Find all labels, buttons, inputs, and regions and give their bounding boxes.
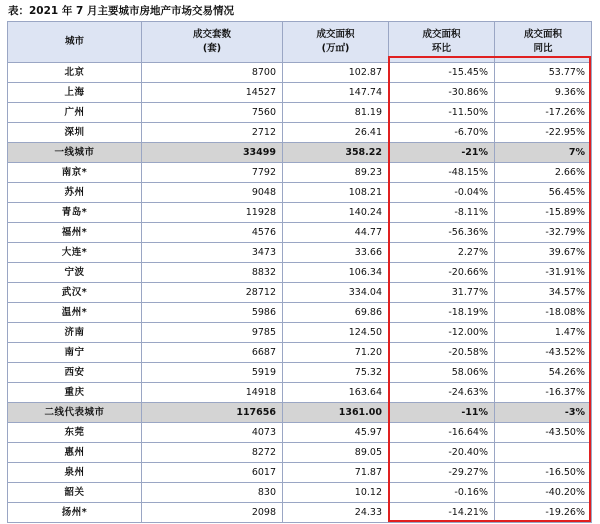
area-cell: 163.64 (283, 383, 389, 403)
units-cell: 7560 (142, 103, 283, 123)
header-yoy-line1: 成交面积 (523, 29, 562, 40)
yoy-cell: 9.36% (495, 83, 592, 103)
city-cell: 扬州* (8, 503, 142, 523)
mom-cell: 58.06% (389, 363, 495, 383)
units-cell: 6687 (142, 343, 283, 363)
area-cell: 108.21 (283, 183, 389, 203)
mom-cell: -30.86% (389, 83, 495, 103)
table-header-row (8, 22, 592, 63)
units-cell: 830 (142, 483, 283, 503)
mom-cell: -16.64% (389, 423, 495, 443)
mom-cell: -11.50% (389, 103, 495, 123)
yoy-cell (495, 443, 592, 463)
header-mom-line2: 环比 (431, 43, 451, 54)
mom-cell: -6.70% (389, 123, 495, 143)
city-cell: 北京 (8, 63, 142, 83)
mom-cell: -0.16% (389, 483, 495, 503)
area-cell: 81.19 (283, 103, 389, 123)
units-cell: 6017 (142, 463, 283, 483)
yoy-cell: -16.50% (495, 463, 592, 483)
table-row (8, 203, 592, 223)
table-row (8, 163, 592, 183)
area-cell: 44.77 (283, 223, 389, 243)
mom-cell: -20.66% (389, 263, 495, 283)
yoy-cell: -16.37% (495, 383, 592, 403)
area-cell: 10.12 (283, 483, 389, 503)
city-cell: 上海 (8, 83, 142, 103)
header-city: 城市 (8, 22, 142, 63)
mom-cell: 2.27% (389, 243, 495, 263)
area-cell: 45.97 (283, 423, 389, 443)
header-area-line1: 成交面积 (316, 29, 355, 40)
area-cell: 89.05 (283, 443, 389, 463)
yoy-cell: -18.08% (495, 303, 592, 323)
mom-cell: -11% (389, 403, 495, 423)
units-cell: 14918 (142, 383, 283, 403)
table-row (8, 303, 592, 323)
city-cell: 南宁 (8, 343, 142, 363)
units-cell: 2712 (142, 123, 283, 143)
summary-row (8, 403, 592, 423)
yoy-cell: 1.47% (495, 323, 592, 343)
area-cell: 358.22 (283, 143, 389, 163)
city-cell: 惠州 (8, 443, 142, 463)
header-units-line1: 成交套数 (192, 29, 231, 40)
area-cell: 24.33 (283, 503, 389, 523)
table-row (8, 123, 592, 143)
header-yoy-line2: 同比 (533, 43, 553, 54)
mom-cell: -21% (389, 143, 495, 163)
city-cell: 泉州 (8, 463, 142, 483)
units-cell: 9048 (142, 183, 283, 203)
units-cell: 7792 (142, 163, 283, 183)
area-cell: 26.41 (283, 123, 389, 143)
area-cell: 71.87 (283, 463, 389, 483)
area-cell: 33.66 (283, 243, 389, 263)
yoy-cell: 7% (495, 143, 592, 163)
table-row (8, 223, 592, 243)
table-row (8, 63, 592, 83)
area-cell: 102.87 (283, 63, 389, 83)
units-cell: 8272 (142, 443, 283, 463)
table-row (8, 343, 592, 363)
header-mom (389, 22, 495, 63)
yoy-cell: -32.79% (495, 223, 592, 243)
city-cell: 一线城市 (8, 143, 142, 163)
yoy-cell: -22.95% (495, 123, 592, 143)
mom-cell: -18.19% (389, 303, 495, 323)
table-row (8, 383, 592, 403)
yoy-cell: 56.45% (495, 183, 592, 203)
mom-cell: -56.36% (389, 223, 495, 243)
header-area-line2: (万㎡) (321, 43, 350, 54)
units-cell: 2098 (142, 503, 283, 523)
city-cell: 二线代表城市 (8, 403, 142, 423)
table-row (8, 323, 592, 343)
yoy-cell: 53.77% (495, 63, 592, 83)
area-cell: 75.32 (283, 363, 389, 383)
city-cell: 武汉* (8, 283, 142, 303)
units-cell: 11928 (142, 203, 283, 223)
city-cell: 广州 (8, 103, 142, 123)
yoy-cell: -19.26% (495, 503, 592, 523)
mom-cell: -14.21% (389, 503, 495, 523)
yoy-cell: -43.52% (495, 343, 592, 363)
units-cell: 4576 (142, 223, 283, 243)
yoy-cell: -31.91% (495, 263, 592, 283)
yoy-cell: -3% (495, 403, 592, 423)
city-cell: 深圳 (8, 123, 142, 143)
units-cell: 28712 (142, 283, 283, 303)
city-cell: 济南 (8, 323, 142, 343)
city-cell: 温州* (8, 303, 142, 323)
table-title: 表：2021 年 7 月主要城市房地产市场交易情况 (8, 5, 234, 17)
table-row (8, 503, 592, 523)
area-cell: 71.20 (283, 343, 389, 363)
table-row (8, 423, 592, 443)
city-cell: 苏州 (8, 183, 142, 203)
yoy-cell: 34.57% (495, 283, 592, 303)
city-cell: 福州* (8, 223, 142, 243)
header-mom-line1: 成交面积 (422, 29, 461, 40)
yoy-cell: -40.20% (495, 483, 592, 503)
mom-cell: -15.45% (389, 63, 495, 83)
city-cell: 青岛* (8, 203, 142, 223)
units-cell: 117656 (142, 403, 283, 423)
area-cell: 69.86 (283, 303, 389, 323)
area-cell: 89.23 (283, 163, 389, 183)
transaction-table (7, 21, 592, 523)
table-row (8, 363, 592, 383)
table-row (8, 83, 592, 103)
mom-cell: -48.15% (389, 163, 495, 183)
area-cell: 106.34 (283, 263, 389, 283)
yoy-cell: -15.89% (495, 203, 592, 223)
yoy-cell: -43.50% (495, 423, 592, 443)
mom-cell: 31.77% (389, 283, 495, 303)
table-row (8, 243, 592, 263)
units-cell: 5986 (142, 303, 283, 323)
city-cell: 重庆 (8, 383, 142, 403)
table-row (8, 483, 592, 503)
units-cell: 8700 (142, 63, 283, 83)
city-cell: 宁波 (8, 263, 142, 283)
table-row (8, 183, 592, 203)
city-cell: 南京* (8, 163, 142, 183)
units-cell: 5919 (142, 363, 283, 383)
area-cell: 147.74 (283, 83, 389, 103)
area-cell: 1361.00 (283, 403, 389, 423)
yoy-cell: 2.66% (495, 163, 592, 183)
units-cell: 4073 (142, 423, 283, 443)
mom-cell: -8.11% (389, 203, 495, 223)
header-units (142, 22, 283, 63)
units-cell: 8832 (142, 263, 283, 283)
yoy-cell: -17.26% (495, 103, 592, 123)
city-cell: 韶关 (8, 483, 142, 503)
mom-cell: -24.63% (389, 383, 495, 403)
mom-cell: -12.00% (389, 323, 495, 343)
units-cell: 9785 (142, 323, 283, 343)
summary-row (8, 143, 592, 163)
table-body (8, 63, 592, 523)
units-cell: 33499 (142, 143, 283, 163)
city-cell: 东莞 (8, 423, 142, 443)
units-cell: 14527 (142, 83, 283, 103)
area-cell: 124.50 (283, 323, 389, 343)
mom-cell: -29.27% (389, 463, 495, 483)
header-units-line2: (套) (202, 43, 222, 54)
yoy-cell: 39.67% (495, 243, 592, 263)
table-row (8, 103, 592, 123)
mom-cell: -0.04% (389, 183, 495, 203)
table-row (8, 443, 592, 463)
area-cell: 140.24 (283, 203, 389, 223)
city-cell: 大连* (8, 243, 142, 263)
table-row (8, 283, 592, 303)
city-cell: 西安 (8, 363, 142, 383)
header-yoy (495, 22, 592, 63)
header-area (283, 22, 389, 63)
table-row (8, 463, 592, 483)
mom-cell: -20.58% (389, 343, 495, 363)
units-cell: 3473 (142, 243, 283, 263)
mom-cell: -20.40% (389, 443, 495, 463)
area-cell: 334.04 (283, 283, 389, 303)
yoy-cell: 54.26% (495, 363, 592, 383)
table-row (8, 263, 592, 283)
